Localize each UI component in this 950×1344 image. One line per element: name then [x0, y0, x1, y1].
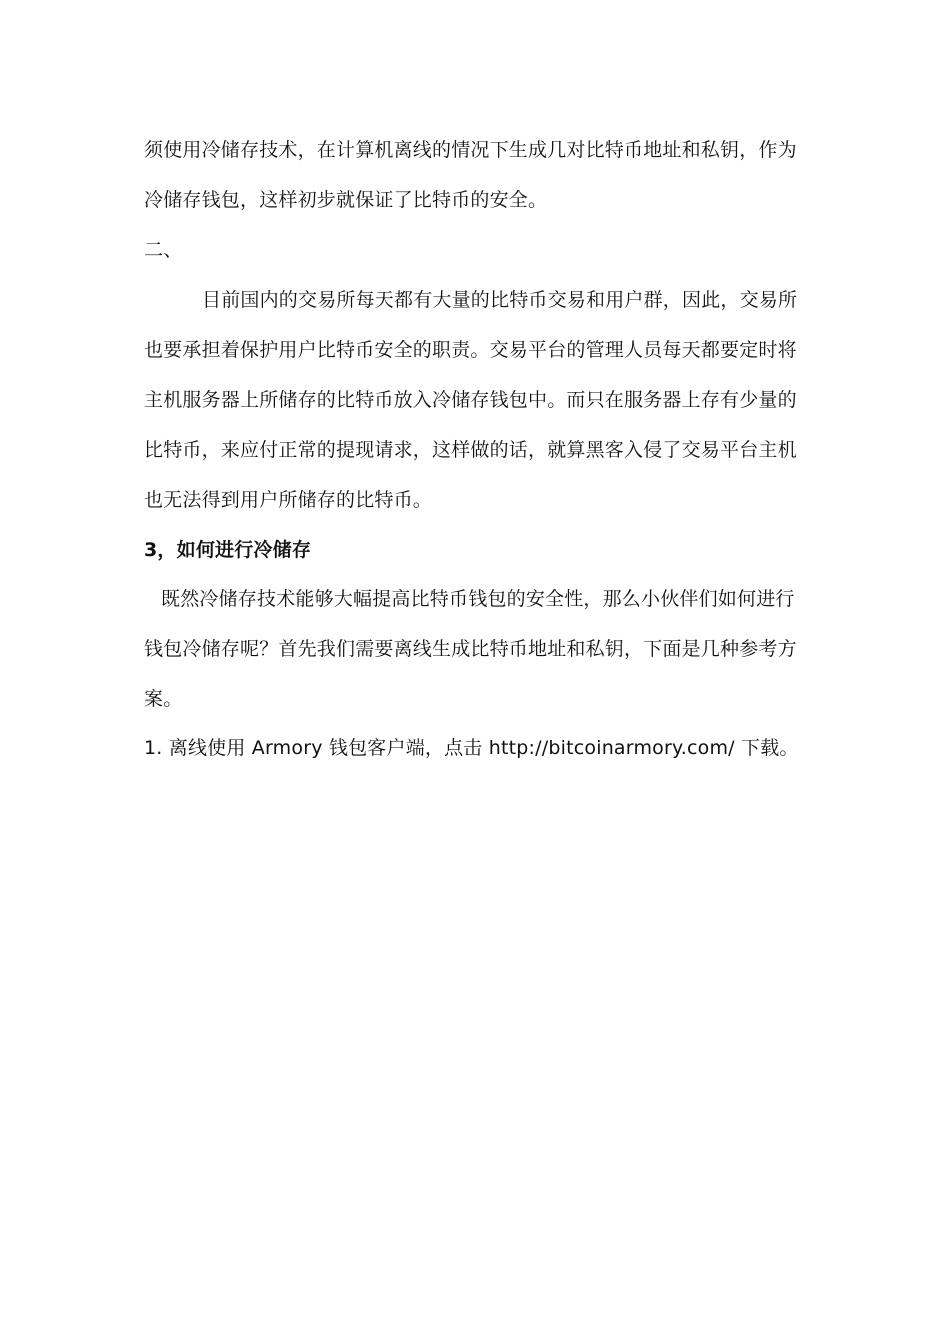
paragraph-line: 比特币，来应付正常的提现请求，这样做的话，就算黑客入侵了交易平台主机	[144, 439, 797, 461]
paragraph-line: 也无法得到用户所储存的比特币。	[144, 489, 433, 511]
paragraph-line: 目前国内的交易所每天都有大量的比特币交易和用户群，因此，交易所	[202, 289, 798, 311]
paragraph-line: 须使用冷储存技术，在计算机离线的情况下生成几对比特币地址和私钥，作为	[144, 139, 797, 161]
list-item: 1. 离线使用 Armory 钱包客户端，点击 http://bitcoinarmory.com/ 下载。	[144, 737, 799, 759]
paragraph-line: 冷储存钱包，这样初步就保证了比特币的安全。	[144, 189, 548, 211]
section-number: 二、	[144, 239, 183, 261]
section-heading: 3，如何进行冷储存	[144, 539, 312, 561]
paragraph-line: 主机服务器上所储存的比特币放入冷储存钱包中。而只在服务器上存有少量的	[144, 389, 797, 411]
paragraph-line: 案。	[144, 688, 183, 710]
paragraph-line: 也要承担着保护用户比特币安全的职责。交易平台的管理人员每天都要定时将	[144, 339, 797, 361]
paragraph-line: 既然冷储存技术能够大幅提高比特币钱包的安全性，那么小伙伴们如何进行	[161, 588, 795, 610]
paragraph-line: 钱包冷储存呢？首先我们需要离线生成比特币地址和私钥，下面是几种参考方	[144, 638, 797, 660]
